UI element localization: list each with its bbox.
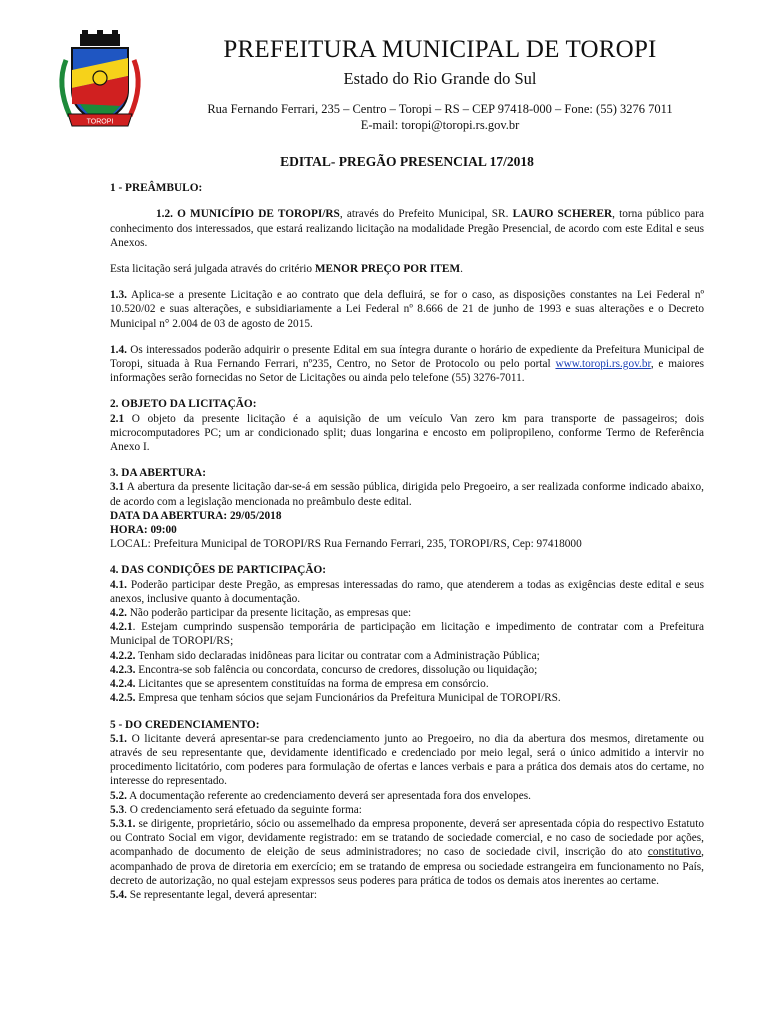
opening-time-text: HORA: 09:00 — [110, 524, 177, 537]
opening-date — [110, 509, 704, 523]
clause-text: Poderão participar deste Pregão, as empresas interessadas do ramo, que atenderem a todas as exigências deste edital e seus anexos, inclusive quanto à documentação. — [110, 578, 704, 605]
item-5-3 — [110, 803, 704, 817]
clause-text: O licitante deverá apresentar-se para credenciamento junto ao Pregoeiro, no dia da abertura dos mesmos, diretamente ou através de seu representante que, devidamente identificado e credenciado por meio legal, será o único admitido a intervir no procedimento licitatório, com poderes para formulação de ofertas e lances verbais e para a prática dos demais atos do certame, no interesse do representado. — [110, 732, 704, 788]
state-subtitle: Estado do Rio Grande do Sul — [343, 69, 537, 88]
criterion-text: MENOR PREÇO POR ITEM — [314, 263, 461, 276]
section-5-heading — [110, 718, 704, 732]
clause-text: . O credenciamento será efetuado da seguinte forma: — [124, 803, 362, 816]
clause-text: Licitantes que se apresentem constituídas na forma de empresa em consórcio. — [135, 678, 489, 691]
section-heading: 1 - PREÂMBULO: — [110, 182, 203, 195]
clause-text: A documentação referente ao credenciamento deverá ser apresentada fora dos envelopes. — [126, 789, 531, 802]
section-4-heading — [110, 563, 704, 577]
section-heading: 5 - DO CREDENCIAMENTO: — [110, 718, 260, 731]
clause-number: 4.2.2. — [110, 649, 136, 662]
clause-number: 4.2. — [110, 607, 127, 620]
section-2-heading — [110, 397, 704, 411]
opening-location: LOCAL: Prefeitura Municipal de TOROPI/RS Rua Fernando Ferrari, 235, TOROPI/RS, Cep: 97418000 — [110, 538, 582, 551]
item-4-2-2 — [110, 649, 704, 663]
clause-text: . — [460, 263, 463, 276]
paragraph-2-1 — [110, 412, 704, 455]
section-1-heading — [110, 181, 704, 195]
address-line: Rua Fernando Ferrari, 235 – Centro – Toropi – RS – CEP 97418-000 – Fone: (55) 3276 7011 — [207, 102, 673, 116]
clause-text: se dirigente, proprietário, sócio ou assemelhado da empresa proponente, deverá ser apresentada cópia do respectivo Estatuto ou Contrato Social em vigor, devidamente registrado: em se tratando de sociedade comercial, e no caso de sociedade por ações, acompanhado de documento de eleição de seus administradores; no caso de sociedade civil, inscrição do ato — [110, 817, 704, 859]
opening-time — [110, 523, 704, 537]
clause-text: Empresa que tenham sócios que sejam Funcionários da Prefeitura Municipal de TOROPI/RS. — [135, 692, 561, 705]
municipal-crest-logo — [50, 30, 150, 130]
clause-text: Não poderão participar da presente licitação, as empresas que: — [126, 607, 412, 620]
item-4-2 — [110, 606, 704, 620]
paragraph-criterion — [110, 262, 704, 276]
crest-ribbon-text: TOROPI — [86, 118, 114, 126]
clause-text: Tenham sido declaradas inidôneas para licitar ou contratar com a Administração Pública; — [135, 649, 540, 662]
clause-number: 4.2.4. — [110, 678, 136, 691]
paragraph-3-1 — [110, 480, 704, 508]
paragraph-1-2 — [110, 207, 704, 250]
paragraph-1-3 — [110, 288, 704, 331]
clause-text: , torna público para conhecimento dos interessados, que estará realizando licitação na modalidade Pregão Presencial, de acordo com este Edital e seus Anexos. — [110, 208, 704, 249]
clause-text: , através do Prefeito Municipal, SR. — [339, 208, 513, 221]
section-heading: 4. DAS CONDIÇÕES DE PARTICIPAÇÃO: — [110, 564, 327, 577]
clause-number: 5.4. — [110, 888, 127, 901]
clause-text: A abertura da presente licitação dar-se-á em sessão pública, dirigida pelo Pregoeiro, a ser realizada conforme indicado abaixo, de acordo com a legislação mencionada no preâmbulo deste edital. — [110, 481, 704, 508]
clause-number: 4.2.1 — [110, 621, 133, 634]
clause-number: 5.1. — [110, 732, 127, 745]
clause-text: , e maiores informações serão fornecidas no Setor de Licitações ou ainda pelo telefone (55) 3276-7011. — [110, 358, 704, 385]
clause-number: 4.1. — [110, 578, 127, 591]
item-5-4 — [110, 888, 704, 902]
clause-number: 1.2. O MUNICÍPIO DE TOROPI/RS — [156, 208, 340, 221]
item-4-2-4 — [110, 677, 704, 691]
clause-text: , acompanhado de prova de diretoria em exercício; em se tratando de empresa ou sociedade estrangeira em funcionamento no País, decreto de autorização, no qual estejam expressos seus poderes para prática de todos os demais atos inerentes ao certame. — [110, 846, 704, 887]
section-heading: 3. DA ABERTURA: — [110, 467, 206, 480]
clause-number: 1.4. — [110, 343, 127, 356]
document-title: EDITAL- PREGÃO PRESENCIAL 17/2018 — [280, 154, 534, 169]
clause-number: 5.3 — [110, 803, 125, 816]
section-3-heading — [110, 466, 704, 480]
item-4-1 — [110, 578, 704, 606]
item-5-3-1 — [110, 817, 704, 888]
underlined-word: constitutivo — [647, 846, 702, 859]
clause-number: 1.3. — [110, 289, 127, 302]
clause-text: Se representante legal, deverá apresentar: — [126, 888, 318, 901]
paragraph-1-4 — [110, 343, 704, 386]
clause-text: . Estejam cumprindo suspensão temporária de participação em licitação e impedimento de contratar com a Prefeitura Municipal de TOROPI/RS; — [110, 621, 704, 648]
item-4-2-5 — [110, 691, 704, 705]
clause-text: Encontra-se sob falência ou concordata, concurso de credores, dissolução ou liquidação; — [135, 663, 538, 676]
document-body — [110, 155, 704, 902]
clause-number: 3.1 — [110, 481, 125, 494]
municipality-title: PREFEITURA MUNICIPAL DE TOROPI — [223, 36, 657, 63]
clause-number: 2.1 — [110, 412, 125, 425]
item-5-2 — [110, 789, 704, 803]
clause-text: Aplica-se a presente Licitação e ao contrato que dela defluirá, se for o caso, as disposições constantes na Lei Federal nº 10.520/02 e suas alterações, e subsidiariamente a Lei Federal nº 8.666 de 21 de junho de 1993 e suas alterações e o Decreto Municipal n° 2.004 de 03 de agosto de 2015. — [110, 289, 704, 330]
clause-text: Os interessados poderão adquirir o presente Edital em sua íntegra durante o horário de expediente da Prefeitura Municipal de Toropi, situada à Rua Fernando Ferrari, nº235, Centro, no Setor de Protocolo ou pelo portal — [110, 343, 704, 371]
clause-text: Esta licitação será julgada através do critério — [110, 263, 315, 276]
item-5-1 — [110, 732, 704, 789]
clause-number: 5.2. — [110, 789, 127, 802]
item-4-2-3 — [110, 663, 704, 677]
mayor-name: LAURO SCHERER — [512, 208, 613, 221]
portal-link[interactable]: www.toropi.rs.gov.br — [555, 358, 651, 371]
email-line: E-mail: toropi@toropi.rs.gov.br — [360, 118, 520, 132]
clause-number: 5.3.1. — [110, 817, 136, 830]
clause-number: 4.2.5. — [110, 692, 136, 705]
clause-number: 4.2.3. — [110, 663, 136, 676]
section-heading: 2. OBJETO DA LICITAÇÃO: — [110, 398, 257, 411]
letterhead — [160, 36, 720, 133]
opening-date-text: DATA DA ABERTURA: 29/05/2018 — [110, 509, 282, 522]
clause-text: O objeto da presente licitação é a aquisição de um veículo Van zero km para transporte de passageiros; dois microcomputadores PC; um ar condicionado split; duas longarina e encosto em polipropileno, conforme Termo de Referência Anexo I. — [110, 412, 704, 454]
item-4-2-1 — [110, 620, 704, 648]
